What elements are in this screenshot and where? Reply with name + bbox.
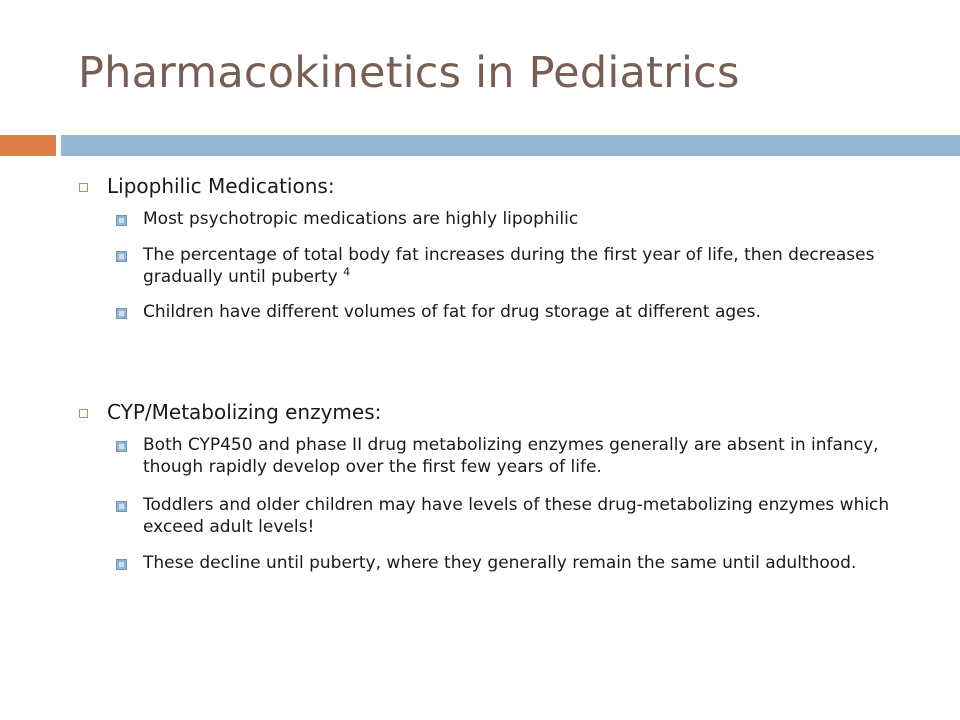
bullet-text: Most psychotropic medications are highly lipophilic (143, 209, 579, 229)
square-bullet-icon (116, 308, 127, 319)
bullet-item (143, 208, 923, 230)
bullet-text: Children have different volumes of fat for drug storage at different ages. (143, 302, 761, 322)
square-bullet-icon (79, 183, 88, 192)
bullet-text: Both CYP450 and phase II drug metabolizing enzymes generally are absent in infancy, though rapidly develop over the first few years of life. (143, 435, 879, 477)
square-bullet-icon (79, 409, 88, 418)
title-accent-bar (0, 135, 56, 156)
bullet-item (143, 244, 923, 288)
section-heading-cyp: CYP/Metabolizing enzymes: (107, 400, 382, 424)
title-divider-bar (61, 135, 960, 156)
square-bullet-icon (116, 559, 127, 570)
slide-title: Pharmacokinetics in Pediatrics (78, 48, 740, 98)
bullet-item (143, 301, 923, 323)
square-bullet-icon (116, 441, 127, 452)
section-heading-lipophilic: Lipophilic Medications: (107, 174, 335, 198)
bullet-text: Toddlers and older children may have levels of these drug-metabolizing enzymes which exceed adult levels! (143, 495, 890, 537)
bullet-item (143, 494, 923, 538)
square-bullet-icon (116, 251, 127, 262)
bullet-item (143, 434, 923, 478)
square-bullet-icon (116, 501, 127, 512)
bullet-text: These decline until puberty, where they generally remain the same until adulthood. (143, 553, 857, 573)
square-bullet-icon (116, 215, 127, 226)
bullet-item (143, 552, 923, 574)
citation-superscript: 4 (343, 265, 351, 279)
bullet-text: The percentage of total body fat increases during the first year of life, then decreases gradually until puberty (143, 245, 875, 287)
